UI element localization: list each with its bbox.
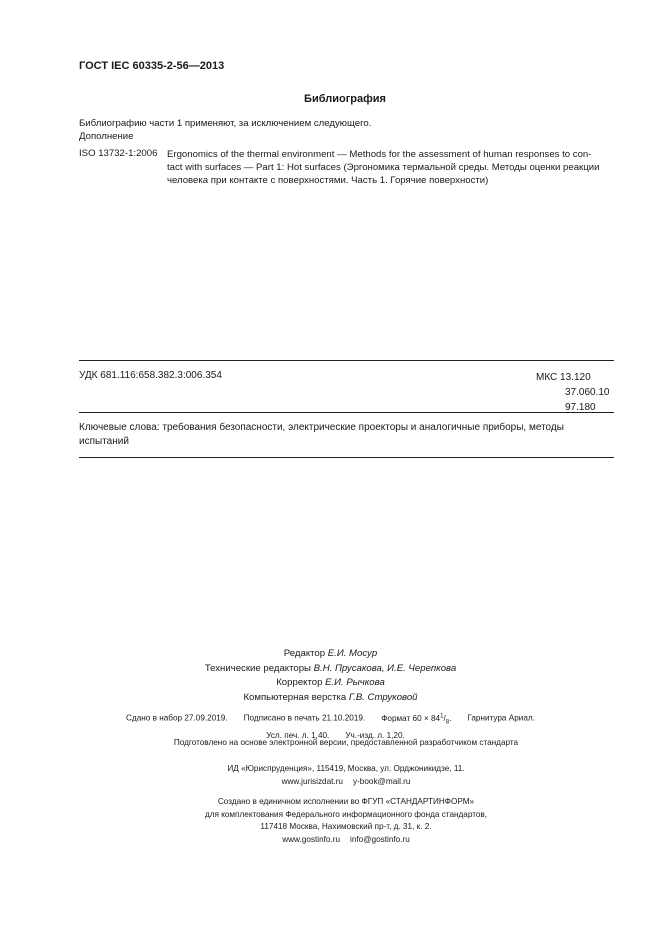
reference-line: Ergonomics of the thermal environment — Methods for the assessment of human responses to con- [167,149,592,160]
imprint-line [0,710,661,729]
standard-code: ГОСТ IEC 60335-2-56—2013 [79,60,225,72]
credit-role: Технические редакторы [204,662,311,674]
mks-line: 97.180 [565,402,596,413]
imprint-format: Формат $60 \times 84^1/_8$. [381,713,452,726]
imprint-print-sheets: Усл. печ. л. 1,40. [266,731,330,741]
reference-line: tact with surfaces — Part 1: Hot surfaces (Эргономика термальной среды. Методы оценки реакции [167,162,600,173]
printer-email-link[interactable]: info@gostinfo.ru [350,834,410,844]
imprint-pub-sheets: Уч.-изд. л. 1,20. [345,731,405,741]
bibliography-intro [79,117,371,143]
credit-role: Компьютерная верстка [243,691,347,703]
credit-name: Е.И. Мосур [327,648,378,659]
publisher-address: ИД «Юриспруденция», 115419, Москва, ул. Орджоникидзе, 11. [227,764,465,773]
credit-layout [0,691,661,706]
bibliography-title: Библиография [304,93,386,105]
mks-line: МКС 13.120 [536,372,591,383]
imprint-submitted: Сдано в набор 27.09.2019. [126,713,228,723]
udk-code: УДК 681.116:658.382.3:006.354 [79,370,222,381]
divider-middle [79,412,614,413]
printer-block [0,796,661,846]
reference-id: ISO 13732-1:2006 [79,148,158,159]
credit-name: Г.В. Струковой [348,691,418,703]
publisher-site-link[interactable]: www.jurisizdat.ru [281,777,343,786]
mks-codes [536,370,610,415]
credit-name: В.Н. Прусакова, И.Е. Черепкова [313,662,457,674]
credits-block [0,647,661,705]
mks-line: 37.060.10 [565,387,610,398]
keywords: Ключевые слова: требования безопасности, электрические проекторы и аналогичные приборы, методы испытаний [79,422,564,447]
printer-contacts [0,834,661,847]
intro-line: Библиографию части 1 применяют, за исключением следующего. [79,118,372,129]
imprint-font: Гарнитура Ариал. [467,713,535,723]
reference-line: человека при контакте с поверхностями. Часть 1. Горячие поверхности) [167,175,489,186]
publisher-email-link[interactable]: y-book@mail.ru [352,777,411,786]
credit-role: Редактор [283,648,326,659]
credit-role: Корректор [276,677,323,688]
printer-line: 117418 Москва, Нахимовский пр-т, д. 31, к. 2. [260,822,432,831]
credit-tech-editors [0,662,661,677]
credit-name: Е.И. Рычкова [325,677,385,688]
divider-bottom [79,457,614,458]
intro-addition-label: Дополнение [79,131,134,142]
publisher-block [0,762,661,788]
credit-editor [0,647,661,662]
divider-top [79,360,614,361]
imprint-signed: Подписано в печать 21.10.2019. [243,713,366,723]
printer-site-link[interactable]: www.gostinfo.ru [282,834,341,844]
credit-corrector [0,676,661,691]
prepared-note: Подготовлено на основе электронной версии, предоставленной разработчиком стандарта [173,738,519,747]
printer-line: Создано в единичном исполнении во ФГУП «СТАНДАРТИНФОРМ» [217,797,475,806]
printer-line: для комплектования Федерального информационного фонда стандартов, [204,809,488,819]
reference-text [167,148,617,187]
publisher-contacts [0,775,661,788]
